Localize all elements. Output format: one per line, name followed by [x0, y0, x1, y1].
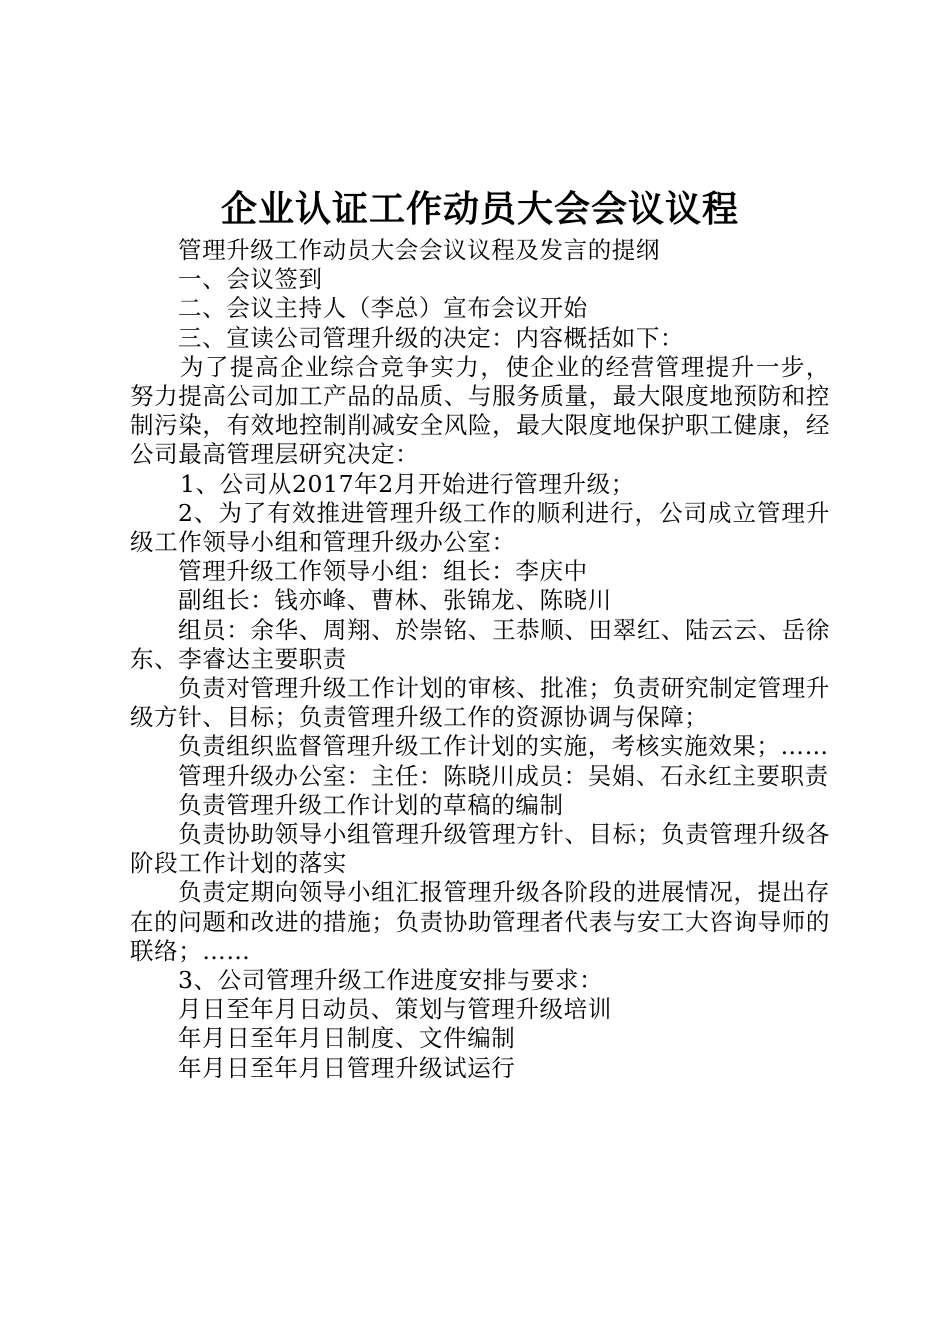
paragraph-decision-1: 1、公司从2017年2月开始进行管理升级；	[180, 469, 635, 498]
paragraph-schedule-heading: 3、公司管理升级工作进度安排与要求：	[178, 966, 604, 995]
paragraph-schedule-2: 年月日至年月日制度、文件编制	[178, 1024, 516, 1053]
paragraph-schedule-3: 年月日至年月日管理升级试运行	[178, 1053, 516, 1082]
paragraph-deputy-leaders: 副组长：钱亦峰、曹林、张锦龙、陈晓川	[178, 586, 612, 615]
document-title: 企业认证工作动员大会会议议程	[220, 189, 739, 230]
paragraph-item-1: 一、会议签到	[178, 265, 323, 294]
paragraph-decision-intro: 为了提高企业综合竞争实力，使企业的经营管理提升一步，努力提高公司加工产品的品质、与服务质量，最大限度地预防和控制污染，有效地控制削减安全风险，最大限度地保护职工健康，经公司最高管理层研究决定：	[130, 352, 830, 469]
paragraph-office-duty-2: 负责协助领导小组管理升级管理方针、目标；负责管理升级各阶段工作计划的落实	[130, 820, 830, 878]
paragraph-office: 管理升级办公室：主任：陈晓川成员：吴娟、石永红主要职责	[178, 761, 829, 790]
paragraph-office-duty-1: 负责管理升级工作计划的草稿的编制	[178, 790, 564, 819]
paragraph-office-duty-3: 负责定期向领导小组汇报管理升级各阶段的进展情况，提出存在的问题和改进的措施；负责协助管理者代表与安工大咨询导师的联络；……	[130, 878, 830, 965]
paragraph-duty-2: 负责组织监督管理升级工作计划的实施，考核实施效果；……	[178, 732, 829, 761]
paragraph-decision-2: 2、为了有效推进管理升级工作的顺利进行，公司成立管理升级工作领导小组和管理升级办公室：	[130, 498, 830, 557]
paragraph-outline-heading: 管理升级工作动员大会会议议程及发言的提纲	[178, 236, 660, 264]
paragraph-duty-1: 负责对管理升级工作计划的审核、批准；负责研究制定管理升级方针、目标；负责管理升级工作的资源协调与保障；	[130, 674, 830, 732]
document-body	[130, 236, 830, 1083]
paragraph-item-2: 二、会议主持人（李总）宣布会议开始	[178, 294, 588, 323]
paragraph-schedule-1: 月日至年月日动员、策划与管理升级培训	[178, 995, 612, 1024]
paragraph-item-3: 三、宣读公司管理升级的决定：内容概括如下：	[178, 323, 685, 352]
paragraph-leader-group: 管理升级工作领导小组：组长：李庆中	[178, 557, 588, 586]
paragraph-group-members: 组员：余华、周翔、於崇铭、王恭顺、田翠红、陆云云、岳徐东、李睿达主要职责	[130, 615, 830, 673]
